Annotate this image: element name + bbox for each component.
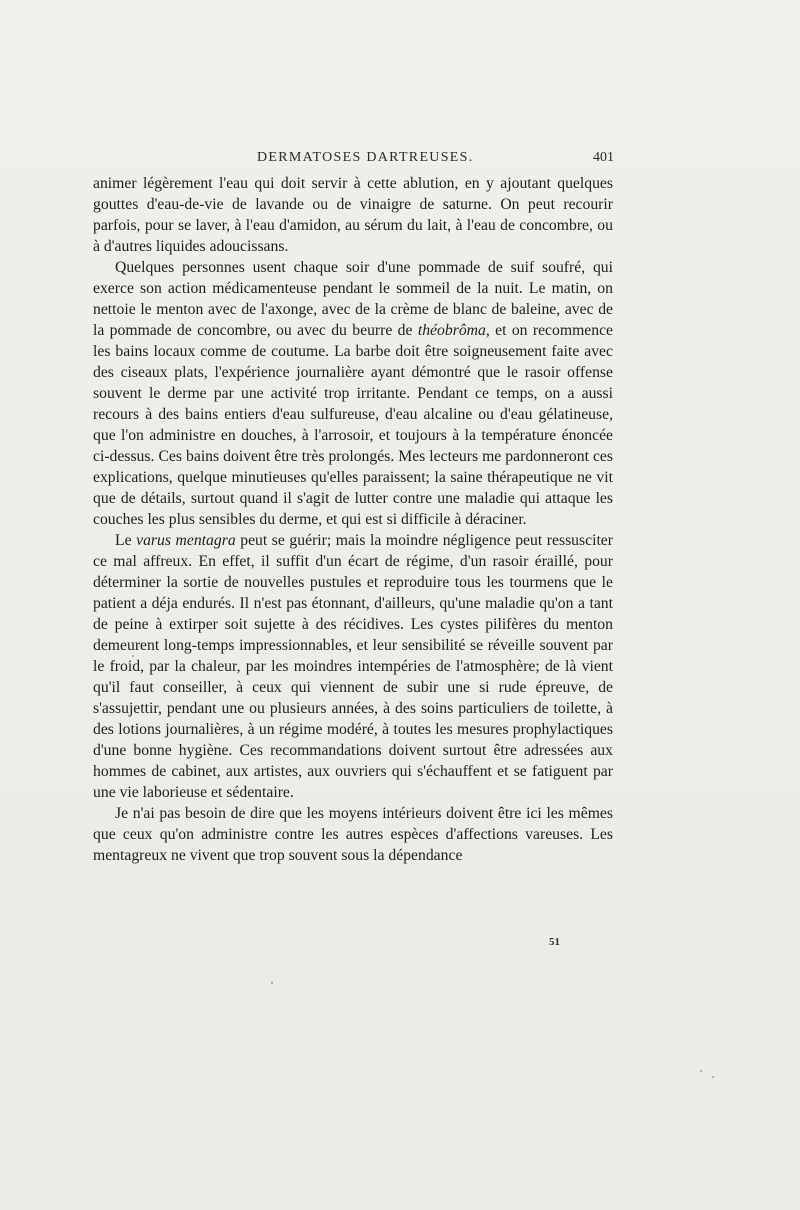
page-number: 401 [593, 150, 614, 165]
text-segment: Je n'ai pas besoin de dire que les moyens intérieurs doivent être ici les mêmes que ceux qu'on administre contre les autres espèces d'affections vareuses. Les mentagreux ne vivent que trop souvent sous la dépendance [93, 805, 613, 864]
italic-term: théobrôma [417, 322, 486, 339]
text-segment: Le [115, 532, 137, 549]
body-text [93, 173, 613, 866]
paper-speck [712, 1076, 714, 1078]
text-segment: , et on recommence les bains locaux comme de coutume. La barbe doit être soigneusement faite avec des ciseaux plats, l'expérience journalière ayant démontré que le rasoir offense souvent le derme par une activité trop irritante. Pendant ce temps, on a aussi recours à des bains entiers d'eau sulfureuse, d'eau alcaline ou d'eau gélatineuse, que l'on administre en douches, à l'arrosoir, et toujours à la température énoncée ci-dessus. Ces bains doivent être très prolongés. Mes lecteurs me pardonneront ces explications, quelque minutieuses qu'elles paraissent; la saine thérapeutique ne vit que de détails, surtout quand il s'agit de lutter contre une maladie qui attaque les couches les plus sensibles du derme, et qui est si difficile à déraciner. [93, 322, 613, 528]
text-segment: peut se guérir; mais la moindre négligence peut ressusciter ce mal affreux. En effet, il suffit d'un écart de régime, d'un rasoir éraillé, pour déterminer la sortie de nouvelles pustules et reproduire tous les tourmens que le patient a déja endurés. Il n'est pas étonnant, d'ailleurs, qu'une maladie qu'on a tant de peine à extirper soit sujette à des récidives. Les cystes pilifères du menton demeurent long-temps impressionnables, et leur sensibilité se réveille souvent par le froid, par la chaleur, par les moindres intempéries de l'atmosphère; de là vient qu'il faut conseiller, à ceux qui viennent de subir une si rude épreuve, de s'assujettir, pendant une ou plusieurs années, à des soins particuliers de toilette, à des lotions journalières, à un régime modéré, à toutes les mesures prophylactiques d'une bonne hygiène. Ces recommandations doivent surtout être adressées aux hommes de cabinet, aux artistes, aux ouvriers qui s'échauffent et se fatiguent par une vie laborieuse et sédentaire. [93, 532, 613, 801]
paragraph-3 [93, 530, 613, 803]
paper-speck [271, 982, 273, 984]
paragraph-1 [93, 173, 613, 257]
text-segment: animer légèrement l'eau qui doit servir à cette ablution, en y ajoutant quelques gouttes d'eau-de-vie de lavande ou de vinaigre de saturne. On peut recourir parfois, pour se laver, à l'eau d'amidon, au sérum du lait, à l'eau de concombre, ou à d'autres liquides adoucissans. [93, 175, 613, 255]
text-segment: Quelques personnes usent chaque soir d'une pommade de suif soufré, qui exerce son action médicamenteuse pendant le sommeil de la nuit. Le matin, on nettoie le menton avec de l'axonge, avec de la crème de blanc de baleine, avec de la pommade de concombre, ou avec du beurre de [93, 259, 613, 339]
paper-speck [132, 655, 134, 657]
running-head: DERMATOSES DARTREUSES. [257, 150, 474, 165]
paper-speck [700, 1070, 702, 1072]
italic-term: varus mentagra [136, 532, 236, 549]
paragraph-2 [93, 257, 613, 530]
page-header [92, 150, 614, 170]
paragraph-4 [93, 803, 613, 866]
signature-mark: 51 [549, 936, 560, 948]
